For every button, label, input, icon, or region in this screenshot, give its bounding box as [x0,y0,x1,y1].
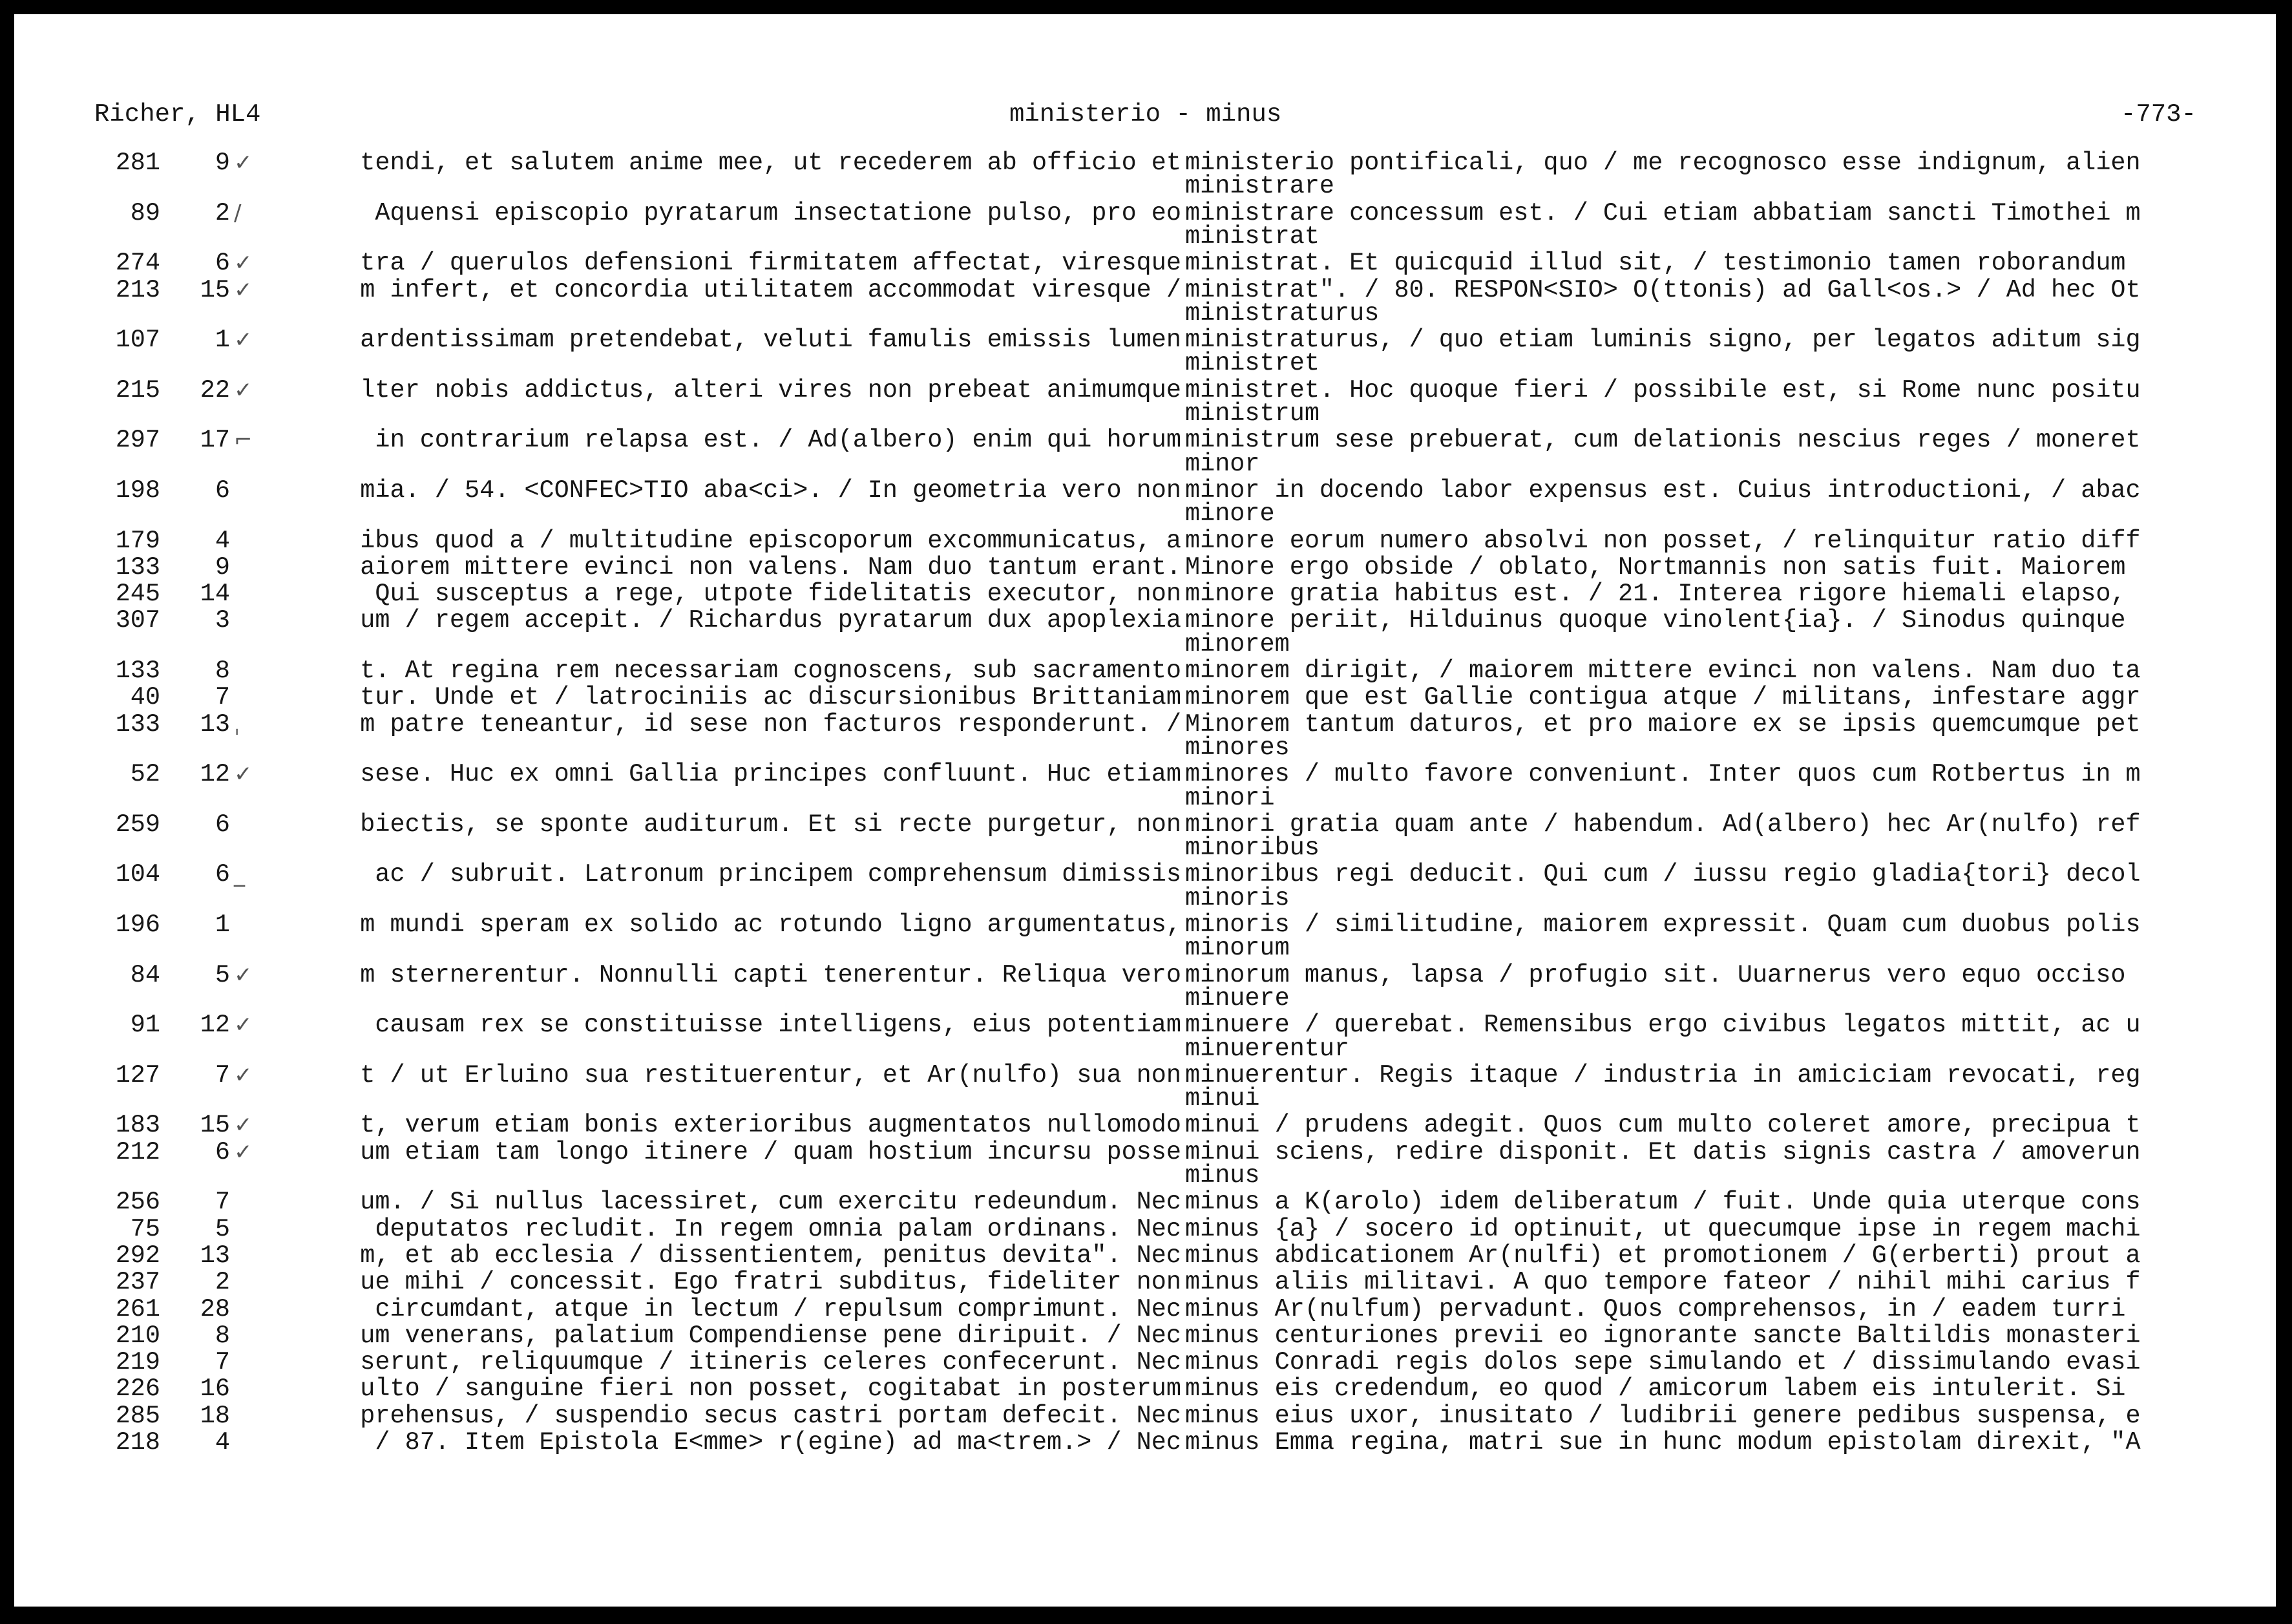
row-line: 18 [200,1401,230,1430]
concordance-row [14,1112,2276,1139]
left-context: mia. / 54. <CONFEC>TIO aba<ci>. / In geometria vero non [360,476,1181,504]
row-ref: 40 [130,683,160,712]
check-mark: ✓ [234,1112,253,1139]
left-context: Aquensi episcopio pyratarum insectatione pulso, pro eo [375,199,1181,227]
left-context: ibus quod a / multitudine episcoporum excommunicatus, a [360,527,1181,554]
row-ref: 237 [115,1268,160,1297]
check-mark: ✓ [234,1012,253,1039]
headword-row [14,885,2276,912]
row-line: 9 [215,149,230,177]
left-context: in contrarium relapsa est. / Ad(albero) enim qui horum [375,427,1181,454]
row-ref: 183 [115,1111,160,1140]
row-ref: 75 [130,1214,160,1243]
headword: minores [1185,733,1290,762]
row-line: 13 [200,710,230,739]
headword-row [14,734,2276,761]
keyword-context: minus aliis militavi. A quo tempore fateor / nihil mihi carius f [1185,1269,2141,1296]
left-context: tendi, et salutem anime mee, ut recederem ab officio et [360,149,1181,176]
left-context: ac / subruit. Latronum principem comprehensum dimissis [375,861,1181,889]
row-line: 15 [200,275,230,304]
keyword-context: minus abdicationem Ar(nulfi) et promotionem / G(erberti) prout a [1185,1241,2141,1269]
headword: ministraturus [1185,299,1380,328]
check-mark: ✓ [234,1139,253,1165]
check-mark: ✓ [234,150,253,176]
row-ref: 210 [115,1321,160,1350]
headword: minori [1185,783,1275,812]
headword-row [14,631,2276,658]
headword: minoribus [1185,834,1319,863]
headword-row [14,223,2276,250]
keyword-context: minus eius uxor, inusitato / ludibrii genere pedibus suspensa, e [1185,1402,2141,1429]
headword: minor [1185,449,1260,478]
keyword-context: minore periit, Hilduinus quoque vinolent{ia}. / Sinodus quinque [1185,607,2126,635]
row-ref: 133 [115,657,160,685]
row-line: 5 [215,1214,230,1243]
row-ref: 133 [115,553,160,582]
headword-row [14,500,2276,527]
left-context: um / regem accepit. / Richardus pyratarum dux apoplexia [360,607,1181,635]
row-line: 5 [215,960,230,989]
row-ref: 307 [115,606,160,635]
row-ref: 89 [130,198,160,227]
row-line: 2 [215,198,230,227]
headword: minuere [1185,984,1290,1013]
check-mark: ⌐ [234,427,253,454]
keyword-context: minor in docendo labor expensus est. Cuius introductioni, / abac [1185,476,2141,504]
row-ref: 133 [115,710,160,739]
left-context: prehensus, / suspendio secus castri portam defecit. Nec [360,1402,1181,1429]
row-ref: 292 [115,1241,160,1270]
keyword-context: minorem que est Gallie contigua atque / militans, infestare aggr [1185,684,2141,712]
left-context: serunt, reliquumque / itineris celeres confecerunt. Nec [360,1349,1181,1376]
keyword-context: ministraturus, / quo etiam luminis signo, per legatos aditum sig [1185,326,2141,354]
row-ref: 52 [130,760,160,789]
headword: minorem [1185,629,1290,659]
left-context: causam rex se constituisse intelligens, eius potentiam [375,1011,1181,1039]
page-title: ministerio - minus [1009,100,1282,129]
left-context: aiorem mittere evinci non valens. Nam duo tantum erant. [360,553,1181,581]
left-context: t, verum etiam bonis exterioribus augmentatos nullomodo [360,1112,1181,1139]
keyword-context: minuerentur. Regis itaque / industria in amiciciam revocati, reg [1185,1061,2141,1089]
concordance-row [14,1242,2276,1269]
row-line: 12 [200,1011,230,1040]
headword: ministrare [1185,172,1335,201]
left-context: t. At regina rem necessariam cognoscens, sub sacramento [360,657,1181,684]
left-context: sese. Huc ex omni Gallia principes confluunt. Huc etiam [360,761,1181,788]
row-line: 8 [215,657,230,685]
row-line: 2 [215,1268,230,1297]
row-ref: 261 [115,1294,160,1323]
row-line: 9 [215,553,230,582]
row-ref: 179 [115,526,160,555]
keyword-context: minus eis credendum, eo quod / amicorum labem eis intulerit. Si [1185,1375,2126,1403]
headword-row [14,1035,2276,1062]
keyword-context: minuere / querebat. Remensibus ergo civibus legatos mittit, ac u [1185,1011,2141,1039]
headword-row [14,1162,2276,1189]
keyword-context: ministret. Hoc quoque fieri / possibile est, si Rome nunc positu [1185,376,2141,404]
row-line: 12 [200,760,230,789]
left-context: m, et ab ecclesia / dissentientem, penitus devita". Nec [360,1241,1181,1269]
concordance-row [14,1322,2276,1349]
row-ref: 127 [115,1060,160,1090]
left-context: m mundi speram ex solido ac rotundo ligno argumentatus, [360,911,1181,938]
row-line: 4 [215,1428,230,1457]
check-mark: ✓ [234,277,253,303]
row-line: 6 [215,810,230,839]
left-context: circumdant, atque in lectum / repulsum comprimunt. Nec [375,1295,1181,1323]
check-mark: ✓ [234,327,253,353]
row-ref: 256 [115,1188,160,1217]
row-line: 17 [200,426,230,455]
left-context: tur. Unde et / latrociniis ac discursionibus Brittaniam [360,684,1181,712]
keyword-context: minui sciens, redire disponit. Et datis signis castra / amoverun [1185,1138,2141,1166]
left-context: um etiam tam longo itinere / quam hostium incursu posse [360,1138,1181,1166]
concordance-row [14,684,2276,711]
keyword-context: minorum manus, lapsa / profugio sit. Uuarnerus vero equo occiso [1185,961,2126,989]
headword: ministret [1185,349,1319,378]
left-context: ardentissimam pretendebat, veluti famulis emissis lumen [360,326,1181,354]
headword: minuerentur [1185,1034,1350,1063]
left-context: ue mihi / concessit. Ego fratri subditus, fideliter non [360,1269,1181,1296]
headword: ministrum [1185,399,1319,428]
row-line: 16 [200,1375,230,1404]
concordance-row [14,1188,2276,1216]
keyword-context: minores / multo favore conveniunt. Inter quos cum Rotbertus in m [1185,761,2141,788]
row-ref: 213 [115,275,160,304]
headword: minoris [1185,883,1290,912]
row-ref: 107 [115,326,160,355]
row-line: 4 [215,526,230,555]
left-context: t / ut Erluino sua restituerentur, et Ar(nulfo) sua non [360,1061,1181,1089]
row-line: 28 [200,1294,230,1323]
left-context: tra / querulos defensioni firmitatem affectat, viresque [360,249,1181,277]
keyword-context: minui / prudens adegit. Quos cum multo coleret amore, precipua t [1185,1112,2141,1139]
headword-row [14,985,2276,1012]
concordance-page [14,14,2276,1607]
left-context: Qui susceptus a rege, utpote fidelitatis executor, non [375,580,1181,608]
check-mark: ✓ [234,250,253,277]
left-context: biectis, se sponte auditurum. Et si recte purgetur, non [360,810,1181,838]
keyword-context: minus a K(arolo) idem deliberatum / fuit. Unde quia uterque cons [1185,1188,2141,1216]
keyword-context: ministerio pontificali, quo / me recognosco esse indignum, alien [1185,149,2141,176]
check-mark: ✓ [234,962,253,988]
row-line: 14 [200,580,230,609]
headword-row [14,785,2276,812]
source-label: Richer, HL4 [94,100,261,129]
row-line: 1 [215,326,230,355]
row-ref: 84 [130,960,160,989]
row-ref: 297 [115,426,160,455]
row-ref: 274 [115,249,160,278]
keyword-context: minus {a} / socero id optinuit, ut quecumque ipse in regem machi [1185,1215,2141,1243]
row-line: 3 [215,606,230,635]
keyword-context: Minorem tantum daturos, et pro maiore ex se ipsis quemcumque pet [1185,710,2141,738]
left-context: m infert, et concordia utilitatem accommodat viresque / [360,276,1181,304]
headword-row [14,450,2276,478]
headword-row [14,350,2276,377]
left-context: um. / Si nullus lacessiret, cum exercitu redeundum. Nec [360,1188,1181,1216]
concordance-row [14,554,2276,581]
row-ref: 219 [115,1348,160,1377]
keyword-context: minori gratia quam ante / habendum. Ad(albero) hec Ar(nulfo) ref [1185,810,2141,838]
check-mark: ˌ [234,711,240,737]
check-mark: _ [234,861,245,888]
keyword-context: minus Conradi regis dolos sepe simulando et / dissimulando evasi [1185,1349,2141,1376]
keyword-context: minoris / similitudine, maiorem expressit. Quam cum duobus polis [1185,911,2141,938]
check-mark: ✓ [234,1062,253,1088]
row-line: 15 [200,1111,230,1140]
left-context: deputatos recludit. In regem omnia palam ordinans. Nec [375,1215,1181,1243]
keyword-context: minus Emma regina, matri sue in hunc modum epistolam direxit, "A [1185,1429,2141,1456]
row-line: 7 [215,683,230,712]
headword-row [14,400,2276,427]
keyword-context: minus Ar(nulfum) pervadunt. Quos comprehensos, in / eadem turri [1185,1295,2126,1323]
row-line: 6 [215,860,230,889]
headword: minui [1185,1084,1260,1113]
concordance-row [14,249,2276,277]
concordance-row [14,1216,2276,1243]
headword-row [14,173,2276,200]
row-ref: 285 [115,1401,160,1430]
concordance-row [14,1402,2276,1429]
row-line: 6 [215,476,230,505]
left-context: lter nobis addictus, alteri vires non prebeat animumque [360,376,1181,404]
row-ref: 245 [115,580,160,609]
keyword-context: minorem dirigit, / maiorem mittere evinci non valens. Nam duo ta [1185,657,2141,684]
keyword-context: ministrare concessum est. / Cui etiam abbatiam sancti Timothei m [1185,199,2141,227]
page-number: -773- [2120,100,2196,129]
headword-row [14,1085,2276,1112]
check-mark: / [234,200,242,226]
check-mark: ✓ [234,761,253,788]
left-context: m patre teneantur, id sese non facturos responderunt. / [360,710,1181,738]
left-context: ulto / sanguine fieri non posset, cogitabat in posterum [360,1375,1181,1403]
keyword-context: minore eorum numero absolvi non posset, / relinquitur ratio diff [1185,527,2141,554]
row-line: 1 [215,911,230,939]
keyword-context: ministrum sese prebuerat, cum delationis nescius reges / moneret [1185,427,2141,454]
concordance-row [14,657,2276,684]
row-line: 7 [215,1348,230,1377]
row-ref: 198 [115,476,160,505]
row-line: 13 [200,1241,230,1270]
row-line: 6 [215,249,230,278]
concordance-row [14,580,2276,607]
concordance-row [14,1375,2276,1402]
row-line: 6 [215,1137,230,1166]
keyword-context: minore gratia habitus est. / 21. Interea rigore hiemali elapso, [1185,580,2126,608]
concordance-row [14,1296,2276,1323]
headword: minorum [1185,934,1290,963]
row-ref: 259 [115,810,160,839]
keyword-context: ministrat. Et quicquid illud sit, / testimonio tamen roborandum [1185,249,2126,277]
keyword-context: minoribus regi deducit. Qui cum / iussu regio gladia{tori} decol [1185,861,2141,889]
row-line: 8 [215,1321,230,1350]
concordance-row [14,1349,2276,1376]
left-context: m sternerentur. Nonnulli capti tenerentur. Reliqua vero [360,961,1181,989]
headword-row [14,934,2276,962]
page-header [14,95,2276,134]
row-line: 7 [215,1060,230,1090]
headword: minus [1185,1161,1260,1190]
headword: minore [1185,500,1275,529]
row-line: 22 [200,375,230,405]
row-line: 7 [215,1188,230,1217]
row-ref: 226 [115,1375,160,1404]
headword: ministrat [1185,222,1319,251]
keyword-context: minus centuriones previi eo ignorante sancte Baltildis monasteri [1185,1322,2141,1349]
row-ref: 91 [130,1011,160,1040]
row-ref: 218 [115,1428,160,1457]
concordance-row [14,1429,2276,1456]
headword-row [14,834,2276,861]
row-ref: 281 [115,149,160,177]
left-context: / 87. Item Epistola E<mme> r(egine) ad ma<trem.> / Nec [375,1429,1181,1456]
left-context: um venerans, palatium Compendiense pene diripuit. / Nec [360,1322,1181,1349]
check-mark: ✓ [234,377,253,403]
row-ref: 196 [115,911,160,939]
keyword-context: ministrat". / 80. RESPON<SIO> O(ttonis) ad Gall<os.> / Ad hec Ot [1185,276,2141,304]
headword-row [14,300,2276,327]
keyword-context: Minore ergo obside / oblato, Nortmannis non satis fuit. Maiorem [1185,553,2126,581]
row-ref: 215 [115,375,160,405]
row-ref: 212 [115,1137,160,1166]
row-ref: 104 [115,860,160,889]
concordance-row [14,527,2276,554]
concordance-row [14,1269,2276,1296]
